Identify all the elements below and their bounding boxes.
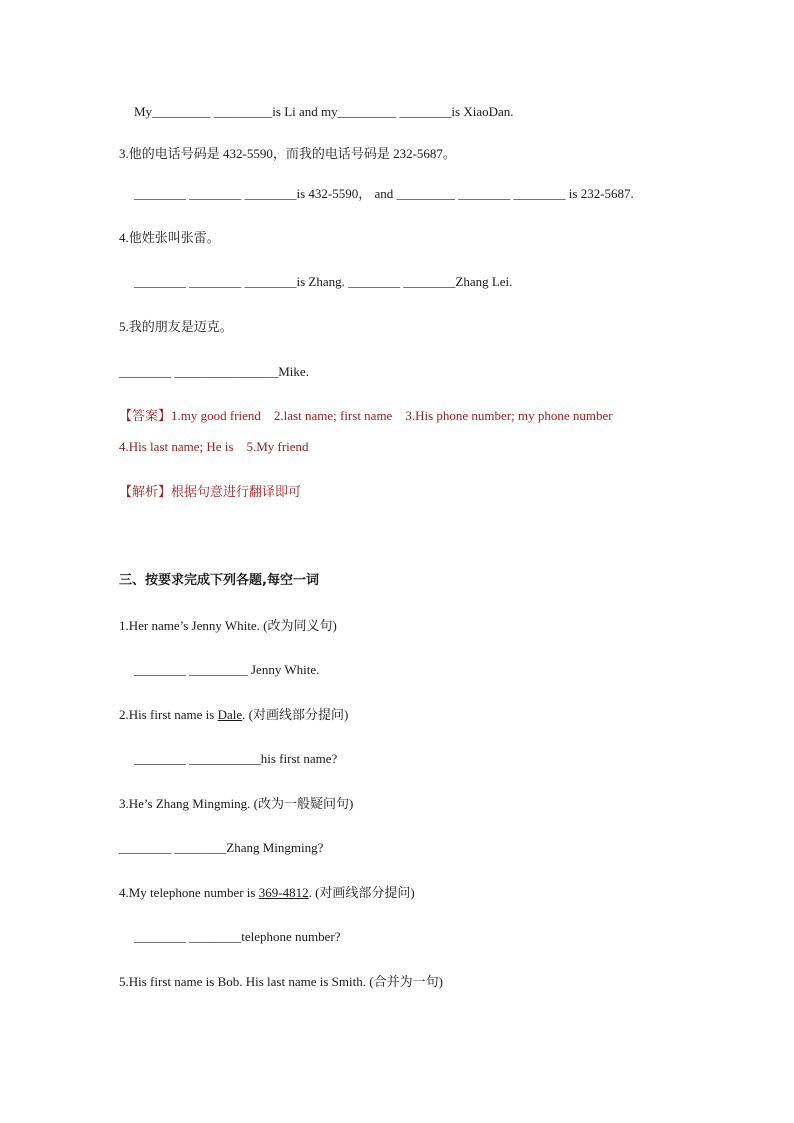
prompt-instruction: . (对画线部分提问) — [308, 885, 415, 900]
analysis-label: 【解析】 — [119, 484, 172, 499]
answer-text-line2: 4.His last name; He is 5.My friend — [119, 439, 309, 454]
underlined-target: 369-4812 — [258, 885, 309, 900]
answer-line-3-1: ________ _________ Jenny White. — [134, 662, 320, 677]
answer-line-2-5: ________ ________________Mike. — [119, 364, 309, 379]
question-3-1-prompt: 1.Her name’s Jenny White. (改为同义句) — [119, 618, 337, 633]
prompt-instruction: . (对画线部分提问) — [242, 707, 349, 722]
prompt-text: 2.His first name is — [119, 707, 218, 722]
answer-label: 【答案】 — [119, 408, 172, 423]
section-3-heading: 三、按要求完成下列各题,每空一词 — [119, 573, 319, 588]
answer-text-line1: 1.my good friend 2.last name; first name 3.His phone number; my phone number — [171, 408, 613, 423]
analysis-text: 根据句意进行翻译即可 — [171, 484, 302, 499]
question-2-4-prompt: 4.他姓张叫张雷。 — [119, 230, 220, 245]
answer-line-2-2: My_________ _________is Li and my_________ ________is XiaoDan. — [134, 104, 514, 119]
prompt-text: 4.My telephone number is — [119, 885, 259, 900]
answer-line-2-3: ________ ________ ________is 432-5590， and _________ ________ ________ is 232-5687. — [134, 186, 634, 201]
question-3-2-prompt — [119, 707, 348, 723]
question-3-4-prompt — [119, 885, 415, 901]
answer-line-3-2: ________ ___________his first name? — [134, 751, 338, 766]
underlined-target: Dale — [217, 707, 243, 722]
answer-line-3-4: ________ ________telephone number? — [134, 929, 341, 944]
question-3-3-prompt: 3.He’s Zhang Mingming. (改为一般疑问句) — [119, 796, 354, 811]
question-2-5-prompt: 5.我的朋友是迈克。 — [119, 319, 233, 334]
question-2-3-prompt: 3.他的电话号码是 432-5590，而我的电话号码是 232-5687。 — [119, 146, 456, 161]
question-3-5-prompt: 5.His first name is Bob. His last name is Smith. (合并为一句) — [119, 974, 443, 989]
answer-block — [119, 408, 613, 424]
answer-line-3-3: ________ ________Zhang Mingming? — [119, 840, 324, 855]
answer-line-2-4: ________ ________ ________is Zhang. ________ ________Zhang Lei. — [134, 274, 513, 289]
analysis-block — [119, 484, 301, 500]
